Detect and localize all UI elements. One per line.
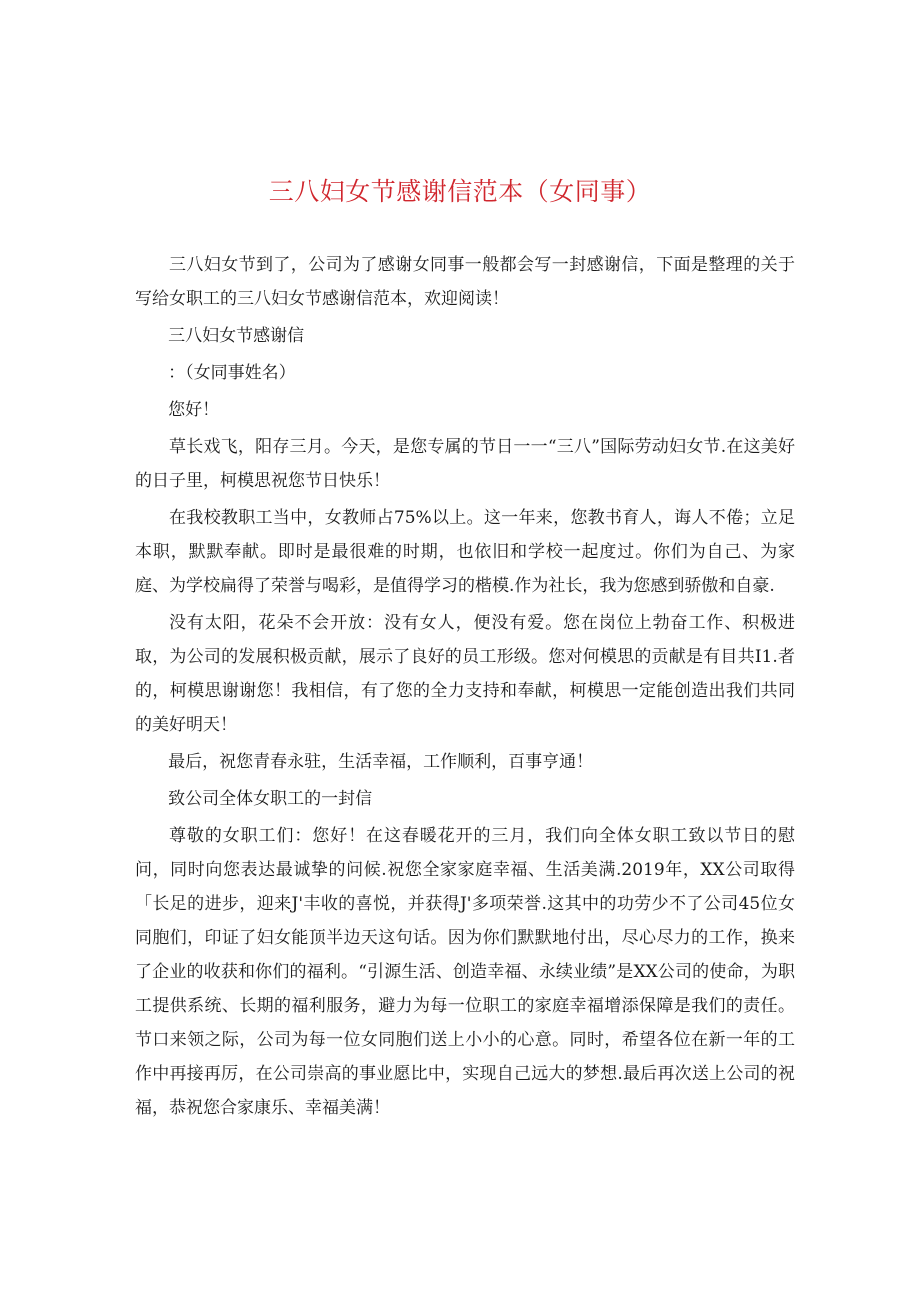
intro-paragraph: 三八妇女节到了，公司为了感谢女同事一般都会写一封感谢信，下面是整理的关于写给女职工的三八妇女节感谢信范本，欢迎阅读！ <box>135 255 795 309</box>
second-letter-heading: 致公司全体女职工的一封信 <box>168 789 373 809</box>
document-title: 三八妇女节感谢信范本（女同事） <box>268 177 652 206</box>
body-paragraph: 没有太阳，花朵不会开放：没有女人，便没有爱。您在岗位上勃奋工作、积极进取，为公司的发展积极贡献，展示了良好的员工形级。您对何模思的贡献是有目共I1.者的，柯模思谢谢您！我相信，有了您的全力支持和奉献，柯模思一定能创造出我们共同的美好明天！ <box>135 613 795 735</box>
document-body <box>135 248 795 1128</box>
letter-heading: 三八妇女节感谢信 <box>168 326 305 346</box>
body-paragraph: 尊敬的女职工们：您好！在这春暖花开的三月，我们向全体女职工致以节日的慰问，同时向您表达最诚挚的问候.祝您全家家庭幸福、生活美满.2019年，XX公司取得「长足的进步，迎来J'丰收的喜悦，并获得J'多项荣誉.这其中的功劳少不了公司45位女同胞们，印证了妇女能顶半边天这句话。因为你们默默地付出，尽心尽力的工作，换来了企业的收获和你们的福利。“引源生活、创造幸福、永续业绩”是XX公司的使命，为职工提供系统、长期的福利服务，避力为每一位职工的家庭幸福增添保障是我们的责任。节口来领之际，公司为每一位女同胞们送上小小的心意。同时，希望各位在新一年的工作中再接再厉，在公司崇高的事业愿比中，实现自己远大的梦想.最后再次送上公司的祝福，恭祝您合家康乐、幸福美满！ <box>135 826 795 1118</box>
body-paragraph: 在我校教职工当中，女教师占75%以上。这一年来，您教书育人，诲人不倦；立足本职，默默奉献。即时是最很难的时期，也依旧和学校一起度过。你们为自己、为家庭、为学校扁得了荣誉与喝彩，是值得学习的楷模.作为社长，我为您感到骄傲和自豪. <box>135 508 795 596</box>
body-paragraph: 草长戏飞，阳存三月。今天，是您专属的节日一一“三八”国际劳动妇女节.在这美好的日子里，柯模思祝您节日快乐！ <box>135 437 795 491</box>
greeting: 您好！ <box>168 400 220 420</box>
salutation: ：（女同事姓名） <box>168 363 296 383</box>
closing-wishes: 最后，祝您青春永驻，生活幸福，工作顺利，百事亨通！ <box>168 752 594 772</box>
